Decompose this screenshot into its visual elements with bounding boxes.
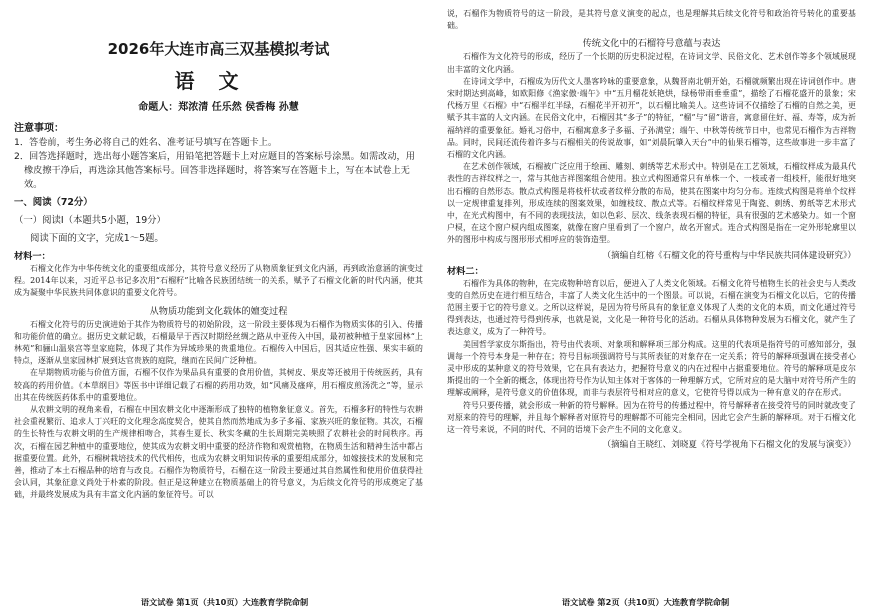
material1-body xyxy=(14,263,423,502)
paragraph: 石榴文化作为中华传统文化的重要组成部分，其符号意义经历了从物质象征到文化内涵，再到政治意涵的演变过程。2014年以来，习近平总书记多次用“石榴籽”比喻各民族团结统一的关系，赋予了石榴文化新的时代内涵，使其成为凝聚中华民族共同体意识的重要文化符号。 xyxy=(14,264,423,298)
sub-heading: 从物质功能到文化载体的嬗变过程 xyxy=(149,305,288,317)
material1-continued xyxy=(447,8,856,247)
subsection-heading: （一）阅读Ⅰ（本题共5小题，19分） xyxy=(14,215,166,226)
notice-item: 2．回答选择题时，选出每小题答案后，用铅笔把答题卡上对应题目的答案标号涂黑。如需改动，用橡皮擦干净后，再选涂其他答案标号。回答非选择题时，将答案写在答题卡上，写在本试卷上无效。 xyxy=(14,151,415,190)
paragraph: 从农耕文明的视角来看，石榴在中国农耕文化中逐渐形成了独特的植物象征意义。首先，石榴多籽的特性与农耕社会重视繁衍、追求人丁兴旺的文化理念高度契合，使其自然而然地成为多子多福、家族兴旺的象征物。其次，石榴的生长特性与农耕文明的生产规律相吻合，其春生夏长、秋实冬藏的生长周期完美映照了农耕社会的时间秩序。再次，石榴在园艺种植中的重要地位，使其成为农耕文明中重要的经济作物和观赏植物，在物质生活和精神生活中都占据重要位置。此外，石榴树栽培技术的代代相传，也成为农耕文明知识传承的重要组成部分，如嫁接技术的发展和完善，推动了本土石榴品种的培育与改良。石榴作为物质符号，石榴在这一阶段主要通过其自然属性和使用价值获得社会认同，其象征意义尚处于朴素的阶段。但正是这种建立在物质基础上的符号意义，为后续文化符号的形成奠定了基础，并最终发展成为具有丰富文化内涵的象征符号。可以 xyxy=(14,405,423,500)
paragraph: 在早期物质功能与价值方面，石榴不仅作为果品具有重要的食用价值，其树皮、果皮等还被用于传统医药，具有较高的药用价值。《本草纲目》等医书中详细记载了石榴的药用功效，如“风痛及瘙痒，用石榴皮煎汤洗之”等，显示出其在传统医药体系中的重要地位。 xyxy=(14,368,423,402)
exam-title: 2026年大连市高三双基模拟考试 xyxy=(107,40,330,58)
notice-heading: 注意事项： xyxy=(14,123,64,134)
sub-heading: 传统文化中的石榴符号意蕴与表达 xyxy=(582,38,721,50)
paragraph: 石榴作为文化符号的形成，经历了一个长期的历史积淀过程，在诗词文学、民俗文化、艺术创作等多个领域展现出丰富的文化内涵。 xyxy=(447,52,856,74)
material2-body xyxy=(447,278,856,437)
source-citation: （摘编自王晓红、刘晓夏《符号学视角下石榴文化的发展与演变》） xyxy=(602,440,856,451)
authors-line: 命题人：郑浓清 任乐然 侯香梅 孙慧 xyxy=(138,102,299,113)
instruction-text: 阅读下面的文字，完成1～5题。 xyxy=(30,233,164,244)
paragraph: 符号只要传播，就会形成一种新的符号解释。因为在符号的传播过程中，符号解释者在接受符号的同时就改变了对原来的符号的理解，并且每个解释者对原符号的理解都不可能完全相同，因此它会产生新的解释项。对于石榴文化这一符号来说，不同的时代、不同的语境下会产生不同的文化意义。 xyxy=(447,400,856,435)
right-column xyxy=(435,8,856,608)
section-heading: 一、阅读（72分） xyxy=(14,197,93,208)
left-column xyxy=(14,8,435,608)
page-footer: 语文试卷 第1页（共10页）大连教育学院命制 xyxy=(140,597,309,607)
source-citation: （摘编自红榕《石榴文化的符号重构与中华民族共同体建设研究》） xyxy=(602,250,856,261)
notice-list xyxy=(14,136,423,192)
paragraph: 在艺术创作领域，石榴被广泛应用于绘画、雕刻、刺绣等艺术形式中。特别是在工艺领域，石榴纹样成为最具代表性的吉祥纹样之一，常与其他吉祥图案组合使用。独立式构图通常只有单株一个、一枝或者一组枝杆，能很好地突出石榴的自然形态。散点式构图是将枝杆状或者纹样分散的布局，使其在图案中均匀分布。连续式构图是将单个纹样以一定规律重复排列，形成连续的图案效果，如缠枝纹、散点式等。石榴纹样常见于陶瓷、刺绣、剪纸等艺术形式中，在光式构图中，有不同的表现技法，如以色彩、层次、线条表现石榴的特征，具有很强的艺术感染力。如一个窗户棂，在这个窗户棂内组成图案，就像在窗户里看到了一个窗户，故名开窗式。连合式构图是指在一定外形轮廓里以外的图形中构成与图形形式相呼应的装饰造型。 xyxy=(447,162,856,245)
page-footer: 语文试卷 第2页（共10页）大连教育学院命制 xyxy=(561,597,730,607)
paragraph: 说，石榴作为物质符号的这一阶段，是其符号意义演变的起点，也是理解其后续文化符号和政治符号转化的重要基础。 xyxy=(447,9,856,31)
paragraph: 美国哲学家皮尔斯指出，符号由代表项、对象项和解释项三部分构成。这里的代表项是指符号的可感知部分，强调每一个符号本身是一种存在；符号目标项强调符号与其所表征的对象存在一定关系；符号的解释项强调在接受者心灵中形成的某种意义的符号效果，它在具有表达力，把握符号意义的内在过程中占据重要地位。符号的解释项是皮尔斯提出的一个全新的概念，体现出符号作为认知主体对于客体的一种理解方式，它所对应的是大脑中对符号所产生的理解或阐释，是符号意义的价值体现，而非与表层符号相对应的意义，它使符号得以成为一种有意义的存在形式。 xyxy=(447,339,856,398)
paragraph: 在诗词文学中，石榴成为历代文人墨客吟咏的重要意象，从魏晋南北朝开始，石榴就频繁出现在诗词创作中。唐宋时期达到高峰，如欧阳修《渔家傲·端午》中“五月榴花妖艳烘，绿杨带雨垂垂重”，描绘了石榴花盛开的景象；宋代杨万里《石榴》中“石榴半红半绿，石榴花半开初开”，以石榴比喻美人。这些诗词不仅描绘了石榴的自然之美，更赋予其丰富的人文内涵。在民俗文化中，石榴因其“多子”的特征，“榴”与“留”谐音，寓意留住好、福、寿等，成为祈福纳祥的重要象征。婚礼习俗中，石榴寓意多子多福、子孙满堂；端午、中秋等传统节日中，也常见石榴作为吉祥物品。同时，民间还流传着许多与石榴相关的传说故事，如“刘晨阮肇入天台”中的仙果石榴等，这些故事进一步丰富了石榴的文化内涵。 xyxy=(447,76,856,160)
paragraph: 石榴文化符号的历史演进始于其作为物质符号的初始阶段，这一阶段主要体现为石榴作为物质实体的引入、传播和功能价值的确立。据历史文献记载，石榴最早于西汉时期经丝绸之路从中亚传入中国，最初被种植于皇家园林“上林苑”和骊山温泉宫等皇家庭院，体现了其作为异域珍果的贵重地位。石榴传入中国后，因其适应性强、果实丰硕的特点，逐渐从皇家园林扩展到达官贵族的庭院，继而在民间广泛种植。 xyxy=(14,319,423,366)
paragraph: 石榴作为具体的物种，在完成物种培育以后，便进入了人类文化领域。石榴文化符号植物生长的社会史与人类改变的自然历史在进行相互结合，丰富了人类文化生活中的一个图景。可以说，石榴在演变为石榴文化以后，它的传播范围主要于它的符号意义。之所以这样说，是因为符号所具有的象征意义体现了人类的文化的本质，而文化通过符号得到表达，也通过符号得到传承，也就是说，文化是一种符号化的活动。石榴从具体物种发展为石榴文化，就产生了表达意义，成为了一种符号。 xyxy=(447,278,856,337)
material-label: 材料一： xyxy=(14,251,51,262)
subject-title: 语文 xyxy=(174,69,263,93)
notice-item: 1．答卷前，考生务必将自己的姓名、准考证号填写在答题卡上。 xyxy=(14,137,278,148)
material-label: 材料二： xyxy=(447,265,484,277)
